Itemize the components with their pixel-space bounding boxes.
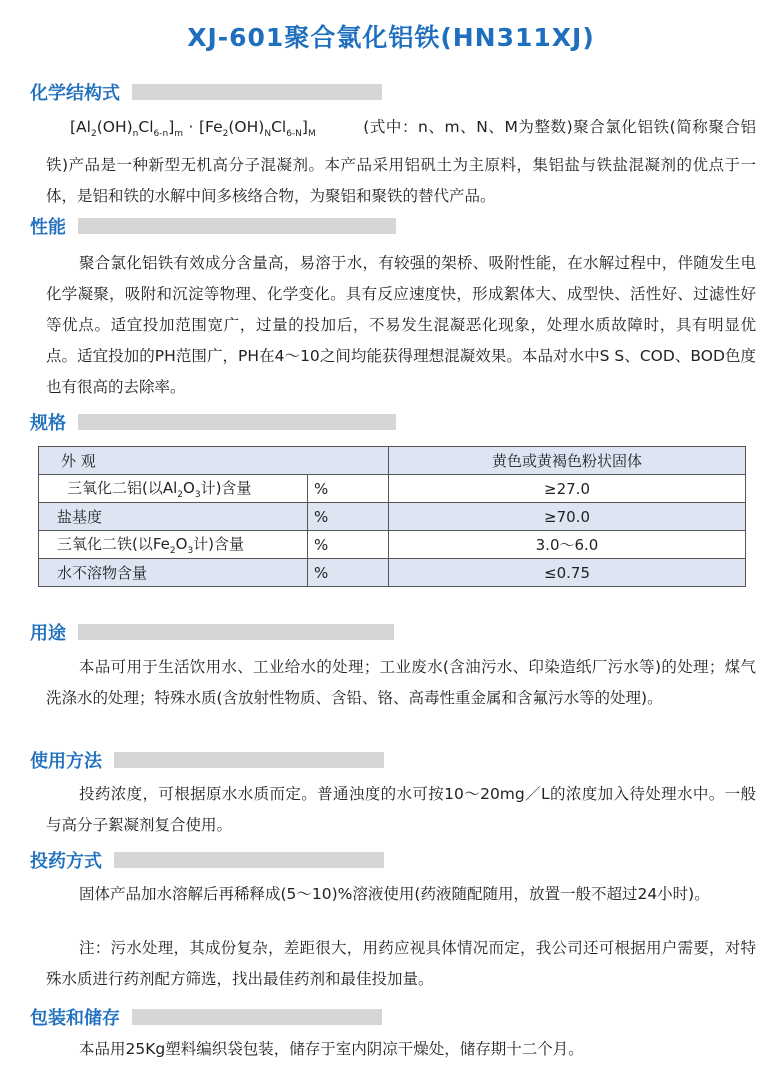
- page-title: XJ-601聚合氯化铝铁(HN311XJ): [187, 23, 595, 52]
- spec-unit: %: [308, 559, 389, 587]
- spec-unit: %: [308, 475, 389, 503]
- spec-label-insoluble: 水不溶物含量: [39, 559, 308, 587]
- spec-value: 3.0～6.0: [389, 531, 746, 559]
- chemical-formula: [70, 118, 321, 140]
- section-label: 规格: [30, 413, 66, 434]
- table-row: [39, 503, 746, 531]
- spec-label-alumina: 三氧化二铝(以$Al_2O_3$计)含量: [39, 475, 308, 503]
- section-heading-usage: [30, 620, 394, 644]
- spec-unit: %: [308, 503, 389, 531]
- spec-value: ≥27.0: [389, 475, 746, 503]
- section-bar: [78, 218, 396, 234]
- spec-value: ≤0.75: [389, 559, 746, 587]
- formula-al-part: $[Al_2(OH)_nCl_{6-n}]_m$: [70, 118, 184, 140]
- formula-separator: ·: [188, 118, 194, 136]
- formula-description: (式中：n、m、N、M为整数)聚合氯化铝铁(简称聚合铝铁)产品是一种新型无机高分子混凝剂。本产品采用铝矾土为主原料，集铝盐与铁盐混凝剂的优点于一体，是铝和铁的水解中间多核络合物，为聚铝和聚铁的替代产品。: [46, 118, 756, 206]
- section-label: 用途: [30, 623, 66, 644]
- table-header-value: 黄色或黄褐色粉状固体: [389, 447, 746, 475]
- section-heading-performance: [30, 214, 396, 238]
- spec-table: [38, 446, 746, 587]
- section-heading-method: [30, 748, 384, 772]
- section-label: 使用方法: [30, 751, 102, 772]
- dosing-paragraph: 固体产品加水溶解后再稀释成(5～10)%溶液使用(药液随配随用，放置一般不超过24小时)。: [79, 885, 710, 903]
- performance-paragraph: 聚合氯化铝铁有效成分含量高，易溶于水，有较强的架桥、吸附性能，在水解过程中，伴随发生电化学凝聚，吸附和沉淀等物理、化学变化。具有反应速度快，形成絮体大、成型快、活性好、过滤性好等优点。适宜投加范围宽广，过量的投加后，不易发生混凝恶化现象，处理水质故障时，具有明显优点。适宜投加的PH范围广，PH在4～10之间均能获得理想混凝效果。本品对水中S S、COD、BOD色度也有很高的去除率。: [46, 254, 756, 396]
- section-bar: [132, 84, 382, 100]
- table-row: [39, 475, 746, 503]
- section-bar: [78, 624, 394, 640]
- section-heading-formula: [30, 80, 382, 104]
- section-bar: [132, 1009, 382, 1025]
- section-label: 包装和储存: [30, 1008, 120, 1029]
- spec-label-iron-oxide: 三氧化二铁(以$Fe_2O_3$计)含量: [39, 531, 308, 559]
- table-row: [39, 531, 746, 559]
- usage-paragraph: 本品可用于生活饮用水、工业给水的处理；工业废水(含油污水、印染造纸厂污水等)的处理；煤气洗涤水的处理；特殊水质(含放射性物质、含铅、铬、高毒性重金属和含氟污水等的处理)。: [46, 658, 756, 707]
- spec-unit: %: [308, 531, 389, 559]
- section-heading-packaging: [30, 1005, 382, 1029]
- section-heading-spec: [30, 410, 396, 434]
- spec-value: ≥70.0: [389, 503, 746, 531]
- section-label: 性能: [30, 217, 66, 238]
- section-label: 化学结构式: [30, 83, 120, 104]
- spec-label-basicity: 盐基度: [39, 503, 308, 531]
- section-heading-dosing: [30, 848, 384, 872]
- table-row: [39, 447, 746, 475]
- section-bar: [114, 752, 384, 768]
- section-bar: [114, 852, 384, 868]
- formula-paragraph: [46, 112, 756, 212]
- table-row: [39, 559, 746, 587]
- section-label: 投药方式: [30, 851, 102, 872]
- dosing-note-paragraph: 注：污水处理，其成份复杂，差距很大，用药应视具体情况而定，我公司还可根据用户需要，对特殊水质进行药剂配方筛选，找出最佳药剂和最佳投加量。: [46, 939, 756, 988]
- packaging-paragraph: 本品用25Kg塑料编织袋包装，储存于室内阴凉干燥处，储存期十二个月。: [79, 1040, 584, 1058]
- table-header-item: 外 观: [39, 447, 389, 475]
- formula-fe-part: $[Fe_2(OH)_NCl_{6-N}]_M$: [198, 118, 316, 140]
- section-bar: [78, 414, 396, 430]
- method-paragraph: 投药浓度，可根据原水水质而定。普通浊度的水可按10～20mg／L的浓度加入待处理水中。一般与高分子絮凝剂复合使用。: [46, 785, 756, 834]
